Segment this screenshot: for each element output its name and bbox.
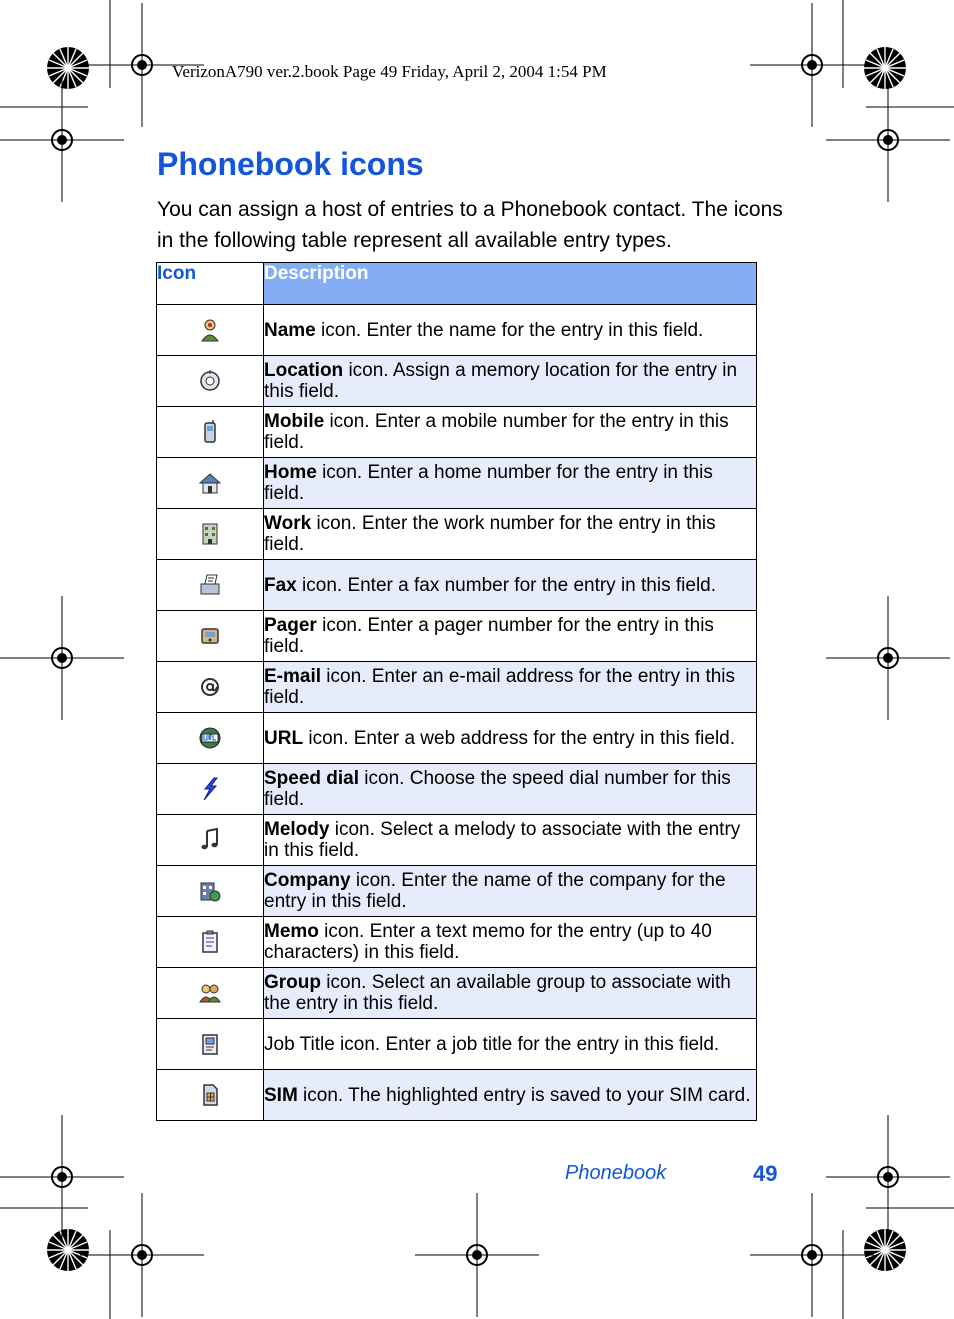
row-term: Speed dial bbox=[264, 768, 360, 789]
row-description: icon. Enter a pager number for the entry in this field. bbox=[264, 615, 714, 657]
table-row bbox=[157, 356, 757, 407]
table-row bbox=[157, 764, 757, 815]
row-term: SIM bbox=[264, 1084, 298, 1106]
memo-icon bbox=[198, 929, 222, 955]
row-description: icon. Enter a web address for the entry in this field. bbox=[303, 727, 736, 749]
table-row bbox=[157, 968, 757, 1019]
row-description: Job Title icon. Enter a job title for the entry in this field. bbox=[264, 1033, 720, 1055]
phonebook-icons-table bbox=[156, 262, 757, 1121]
job-title-icon bbox=[198, 1031, 222, 1057]
row-description: icon. Enter the name for the entry in this field. bbox=[315, 319, 704, 341]
table-row bbox=[157, 611, 757, 662]
row-description: icon. Select an available group to associate with the entry in this field. bbox=[264, 972, 731, 1014]
sim-icon bbox=[198, 1082, 222, 1108]
table-body bbox=[157, 305, 757, 1121]
row-term: URL bbox=[264, 727, 304, 749]
row-term: Memo bbox=[264, 921, 319, 942]
group-icon bbox=[198, 980, 222, 1006]
table-row bbox=[157, 1070, 757, 1121]
row-term: Group bbox=[264, 972, 321, 993]
row-term: Name bbox=[264, 319, 316, 341]
fax-icon bbox=[198, 572, 222, 598]
table-row bbox=[157, 917, 757, 968]
work-icon bbox=[198, 521, 222, 547]
row-term: Pager bbox=[264, 615, 317, 636]
mobile-icon bbox=[198, 419, 222, 445]
page-number: 49 bbox=[753, 1161, 778, 1186]
table-row bbox=[157, 560, 757, 611]
row-description: icon. Select a melody to associate with the entry in this field. bbox=[264, 819, 741, 861]
table-row bbox=[157, 509, 757, 560]
url-icon bbox=[198, 725, 222, 751]
melody-icon bbox=[198, 827, 222, 853]
table-row bbox=[157, 305, 757, 356]
row-term: Melody bbox=[264, 819, 330, 840]
row-description: icon. Assign a memory location for the entry in this field. bbox=[264, 360, 738, 402]
row-term: Company bbox=[264, 870, 351, 891]
print-slug-header: VerizonA790 ver.2.book Page 49 Friday, April 2, 2004 1:54 PM bbox=[172, 62, 607, 81]
footer-section-name: Phonebook bbox=[565, 1162, 667, 1184]
home-icon bbox=[198, 470, 222, 496]
column-header-description: Description bbox=[264, 263, 757, 305]
row-term: Work bbox=[264, 513, 312, 534]
table-row bbox=[157, 815, 757, 866]
row-description: icon. Choose the speed dial number for this field. bbox=[264, 768, 731, 810]
company-icon bbox=[198, 878, 222, 904]
table-row bbox=[157, 458, 757, 509]
table-row bbox=[157, 662, 757, 713]
location-icon bbox=[198, 368, 222, 394]
row-description: icon. Enter a fax number for the entry in this field. bbox=[296, 574, 717, 596]
row-description: icon. Enter a home number for the entry in this field. bbox=[264, 462, 713, 504]
column-header-icon: Icon bbox=[157, 263, 264, 305]
row-term: Location bbox=[264, 360, 344, 381]
row-description: icon. Enter a mobile number for the entry in this field. bbox=[264, 411, 729, 453]
table-row bbox=[157, 1019, 757, 1070]
row-description: icon. The highlighted entry is saved to your SIM card. bbox=[297, 1084, 751, 1106]
page-title: Phonebook icons bbox=[157, 146, 424, 182]
table-row bbox=[157, 713, 757, 764]
table-row bbox=[157, 407, 757, 458]
row-term: Home bbox=[264, 462, 317, 483]
table-header-row bbox=[157, 263, 757, 305]
email-icon bbox=[198, 674, 222, 700]
table-row bbox=[157, 866, 757, 917]
row-term: E-mail bbox=[264, 666, 322, 687]
pager-icon bbox=[198, 623, 222, 649]
row-description: icon. Enter the name of the company for the entry in this field. bbox=[264, 870, 726, 912]
speed-dial-icon bbox=[198, 776, 222, 802]
row-term: Fax bbox=[264, 574, 297, 596]
row-description: icon. Enter the work number for the entry in this field. bbox=[264, 513, 716, 555]
intro-paragraph: You can assign a host of entries to a Phonebook contact. The icons in the following table represent all available entry types. bbox=[157, 198, 783, 252]
name-icon bbox=[198, 317, 222, 343]
row-description: icon. Enter an e-mail address for the entry in this field. bbox=[264, 666, 736, 708]
row-description: icon. Enter a text memo for the entry (up to 40 characters) in this field. bbox=[264, 921, 712, 963]
row-term: Mobile bbox=[264, 411, 325, 432]
